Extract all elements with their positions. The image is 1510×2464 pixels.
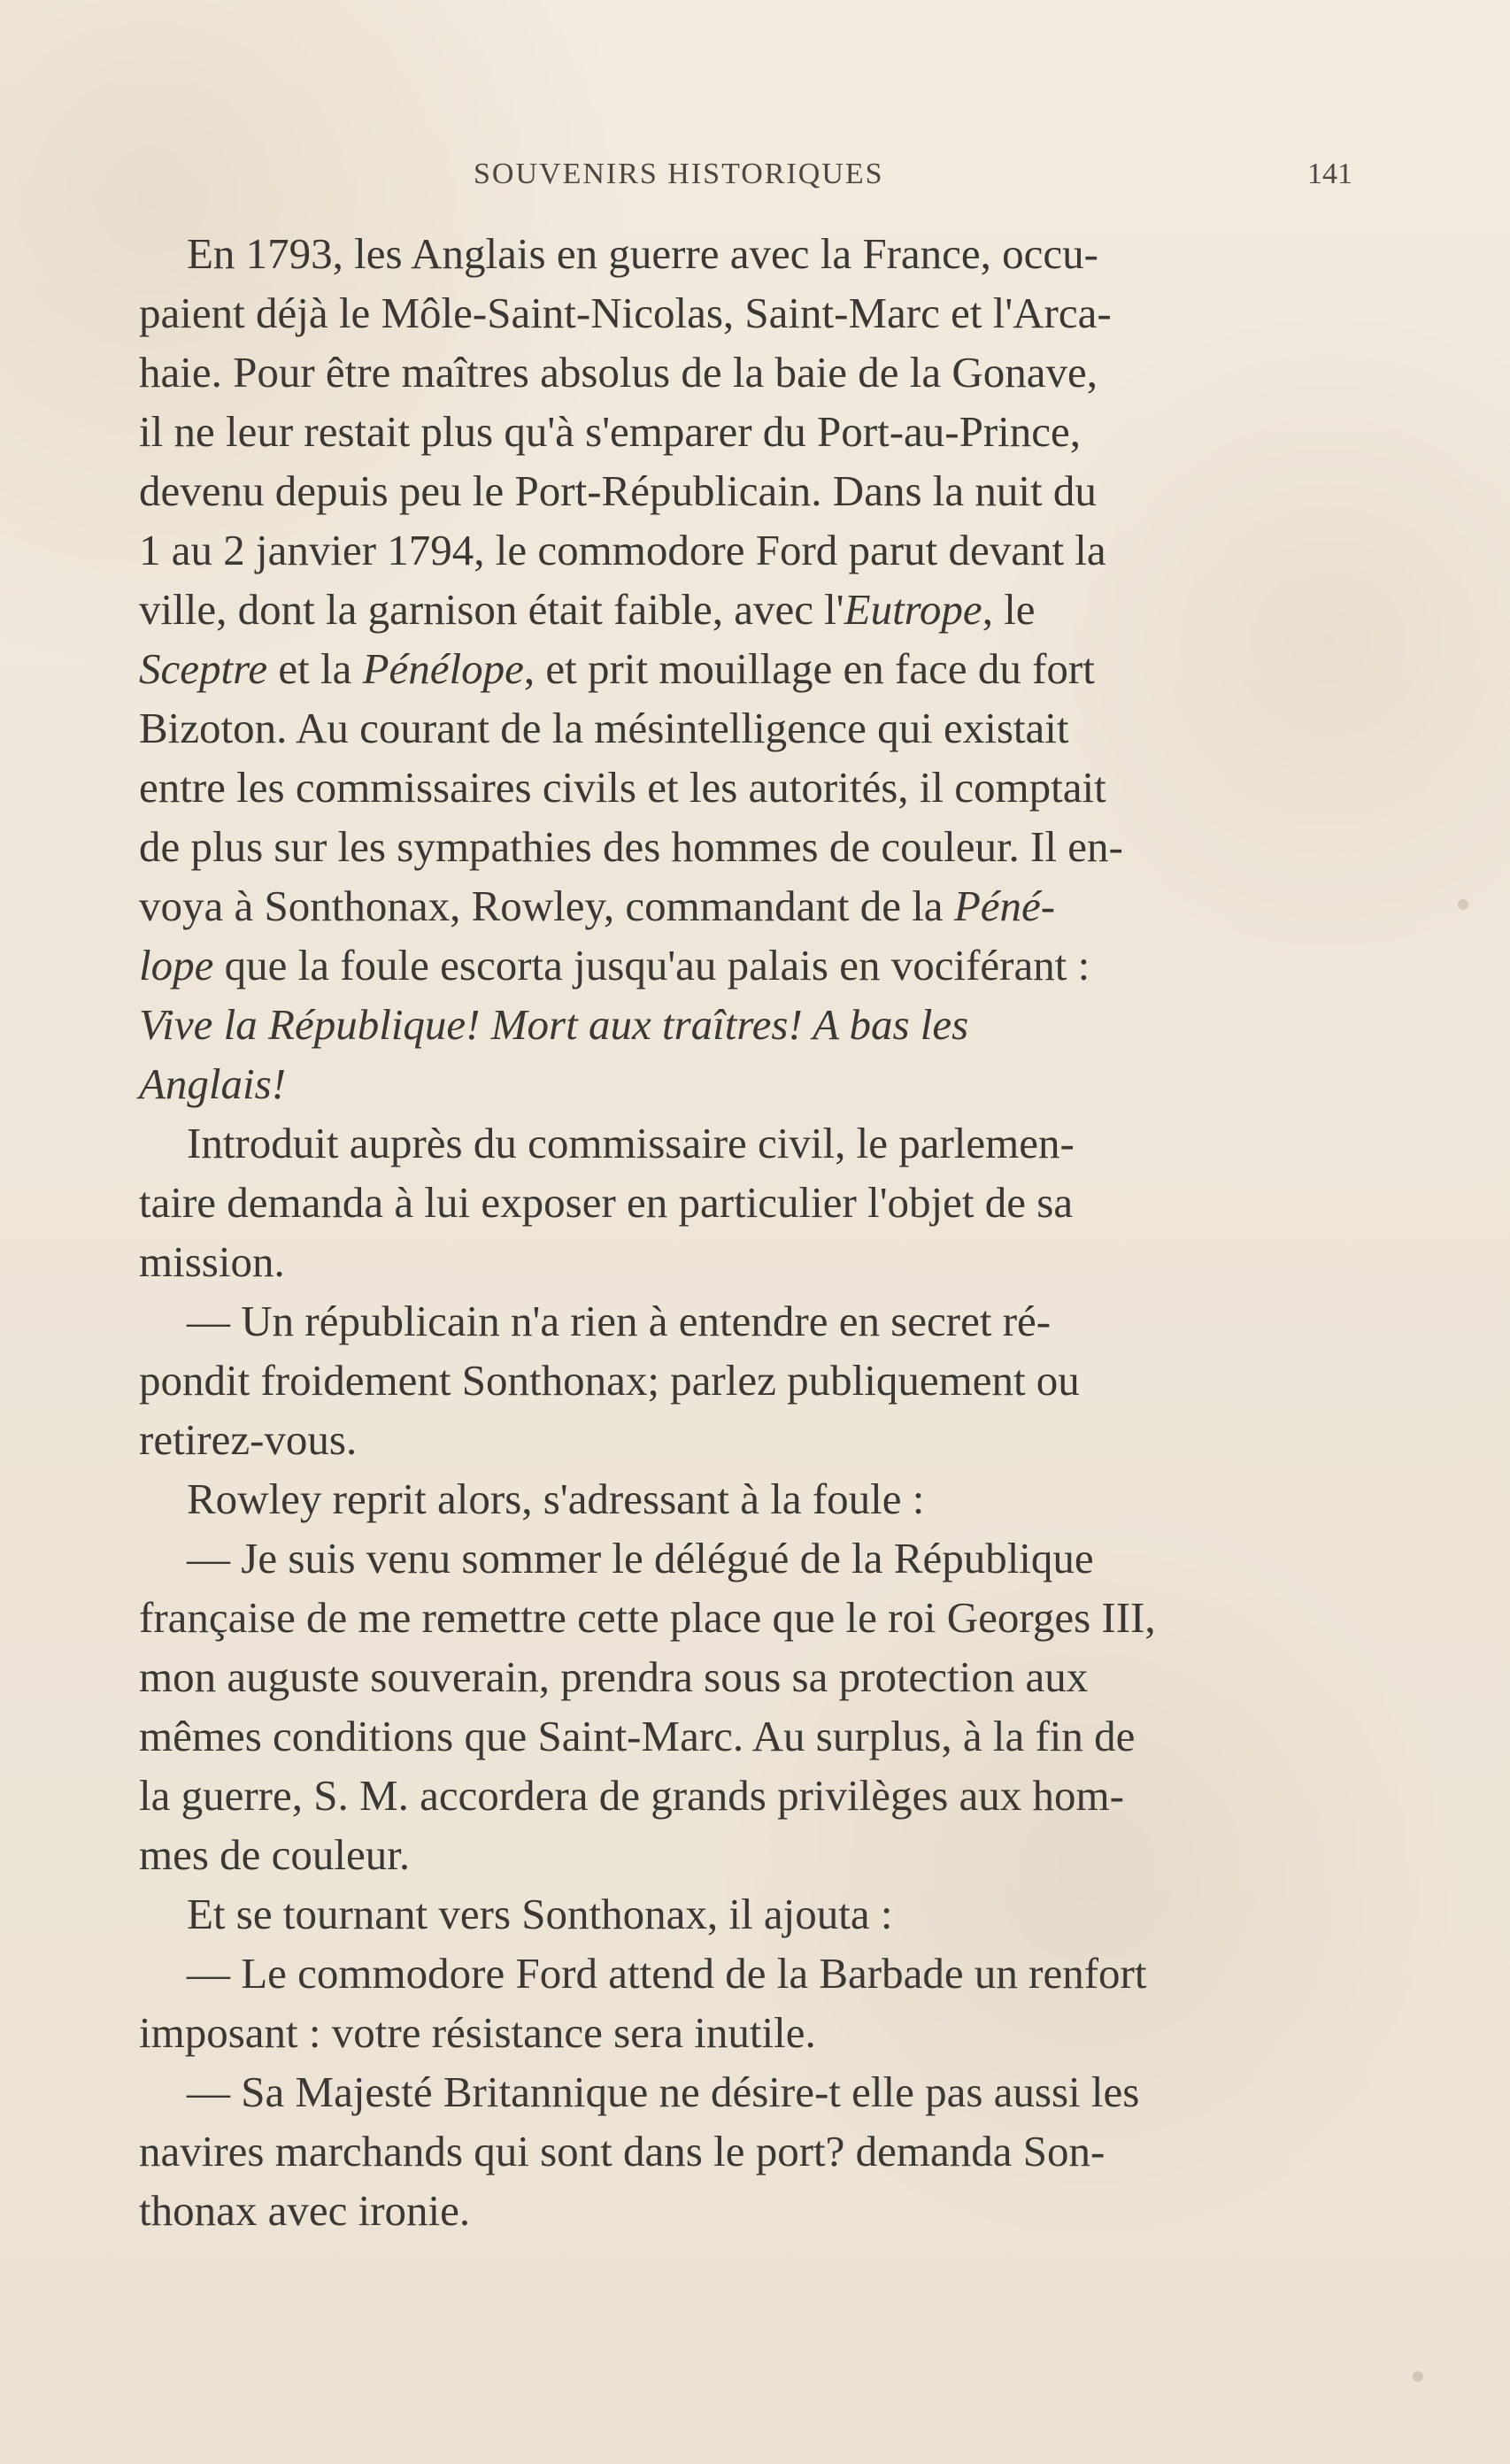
ship-name-eutrope: Eutrope [844, 585, 982, 634]
text-line [139, 1469, 1347, 1528]
text-line [139, 1528, 1347, 1588]
line-text: , le [982, 585, 1036, 634]
line-text: ville, dont la garnison était faible, avec l' [139, 585, 844, 634]
text-line [139, 402, 1347, 461]
text-line [139, 520, 1347, 580]
line-text: — Un républicain n'a rien à entendre en secret ré- [187, 1297, 1052, 1345]
text-line [139, 1944, 1347, 2003]
line-text: imposant : votre résistance sera inutile. [139, 2008, 816, 2057]
line-text: la guerre, S. M. accordera de grands privilèges aux hom- [139, 1771, 1124, 1820]
page-text [139, 224, 1347, 2240]
text-line [139, 1647, 1347, 1706]
text-line [139, 1884, 1347, 1944]
text-line [139, 1766, 1347, 1825]
text-line [139, 1173, 1347, 1232]
page-number: 141 [1307, 158, 1352, 190]
line-text: Et se tournant vers Sonthonax, il ajouta : [187, 1890, 893, 1938]
text-line [139, 1232, 1347, 1291]
text-line [139, 1351, 1347, 1410]
line-text: et la [267, 644, 363, 693]
text-line [139, 639, 1347, 698]
text-line [139, 2003, 1347, 2062]
text-line [139, 224, 1347, 283]
page-header [142, 158, 1352, 202]
line-text: — Je suis venu sommer le délégué de la République [187, 1534, 1094, 1582]
text-line [139, 2062, 1347, 2121]
quoted-shout [139, 1054, 1347, 1113]
line-text: que la foule escorta jusqu'au palais en vociférant : [213, 941, 1090, 989]
text-line [139, 1410, 1347, 1469]
text-line [139, 876, 1347, 936]
text-line [139, 1825, 1347, 1884]
ship-name-sceptre: Sceptre [139, 644, 268, 693]
line-text: mission. [139, 1237, 285, 1286]
ship-name-penelope-part2: lope [139, 941, 214, 989]
ship-name-penelope-part1: Péné- [953, 882, 1056, 930]
ship-name-penelope: Pénélope [362, 644, 524, 693]
text-line [139, 343, 1347, 402]
text-line [139, 1291, 1347, 1351]
line-text: En 1793, les Anglais en guerre avec la France, occu- [187, 229, 1098, 278]
line-text: thonax avec ironie. [139, 2186, 471, 2235]
line-text: Bizoton. Au courant de la mésintelligence qui existait [139, 704, 1069, 752]
text-line [139, 1706, 1347, 1766]
line-text: devenu depuis peu le Port-Républicain. Dans la nuit du [139, 466, 1097, 515]
line-text: retirez-vous. [139, 1415, 358, 1464]
text-line [139, 1588, 1347, 1647]
text-line [139, 580, 1347, 639]
line-text: — Le commodore Ford attend de la Barbade un renfort [187, 1949, 1147, 1998]
line-text: mon auguste souverain, prendra sous sa protection aux [139, 1652, 1089, 1701]
text-line [139, 698, 1347, 758]
line-text: voya à Sonthonax, Rowley, commandant de la [139, 882, 954, 930]
line-text: pondit froidement Sonthonax; parlez publiquement ou [139, 1356, 1080, 1405]
text-line [139, 461, 1347, 520]
line-text: entre les commissaires civils et les autorités, il comptait [139, 763, 1106, 812]
line-text: mes de couleur. [139, 1830, 411, 1879]
paper-spot [1458, 899, 1468, 910]
line-text: Rowley reprit alors, s'adressant à la foule : [187, 1475, 925, 1523]
line-text: de plus sur les sympathies des hommes de couleur. Il en- [139, 822, 1123, 871]
line-text: taire demanda à lui exposer en particulier l'objet de sa [139, 1178, 1074, 1227]
line-text: française de me remettre cette place que le roi Georges III, [139, 1593, 1156, 1642]
line-text: mêmes conditions que Saint-Marc. Au surplus, à la fin de [139, 1712, 1136, 1760]
line-text: 1 au 2 janvier 1794, le commodore Ford parut devant la [139, 526, 1106, 574]
line-text: haie. Pour être maîtres absolus de la baie de la Gonave, [139, 348, 1098, 397]
line-text: navires marchands qui sont dans le port? demanda Son- [139, 2127, 1106, 2175]
running-title: SOUVENIRS HISTORIQUES [474, 158, 884, 190]
line-text: Anglais! [139, 1059, 287, 1108]
line-text: il ne leur restait plus qu'à s'emparer du Port-au-Prince, [139, 407, 1082, 456]
text-line [139, 1113, 1347, 1173]
quoted-shout [139, 995, 1347, 1054]
text-line [139, 817, 1347, 876]
paper-spot [1413, 2371, 1423, 2382]
text-line [139, 758, 1347, 817]
line-text: paient déjà le Môle-Saint-Nicolas, Saint-Marc et l'Arca- [139, 289, 1112, 337]
line-text: , et prit mouillage en face du fort [523, 644, 1095, 693]
text-line [139, 936, 1347, 995]
line-text: Introduit auprès du commissaire civil, le parlemen- [187, 1119, 1075, 1167]
text-line [139, 2121, 1347, 2181]
line-text: Vive la République! Mort aux traîtres! A bas les [139, 1000, 969, 1049]
text-line [139, 2181, 1347, 2240]
line-text: — Sa Majesté Britannique ne désire-t elle pas aussi les [187, 2067, 1140, 2116]
text-line [139, 283, 1347, 343]
